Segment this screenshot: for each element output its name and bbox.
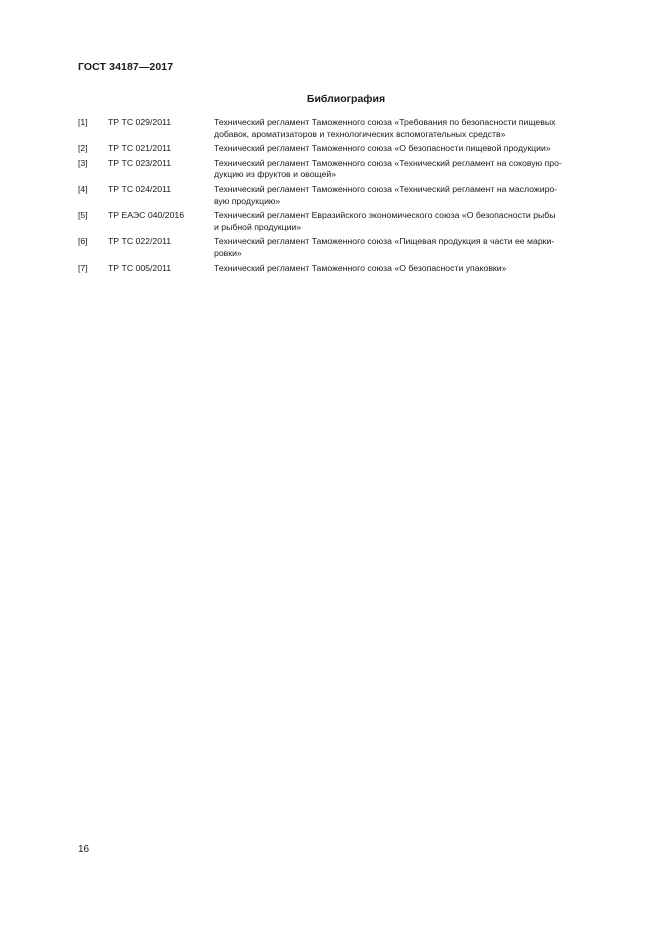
item-number: [4] — [78, 183, 88, 194]
item-text-line: Технический регламент Таможенного союза «Требования по безопасности пищевых — [214, 117, 556, 127]
bibliography-item — [78, 263, 616, 275]
item-text-line: Технический регламент Таможенного союза «О безопасности упаковки» — [214, 262, 507, 273]
bibliography-item — [78, 184, 616, 207]
item-code: ТР ЕАЭС 040/2016 — [108, 210, 185, 221]
item-text-line: Технический регламент Таможенного союза «О безопасности пищевой продукции» — [214, 143, 551, 154]
item-text — [214, 143, 616, 155]
item-code: ТР ТС 021/2011 — [108, 143, 172, 154]
document-code: ГОСТ 34187—2017 — [78, 61, 174, 73]
item-text — [214, 158, 616, 181]
item-text-line: Технический регламент Евразийского экономического союза «О безопасности рыбы — [214, 210, 556, 221]
item-number: [1] — [78, 117, 88, 127]
item-code: ТР ТС 029/2011 — [108, 117, 172, 127]
item-text — [214, 117, 616, 140]
item-text-line: Технический регламент Таможенного союза «Пищевая продукция в части ее марки- — [214, 236, 555, 247]
item-text-line: и рыбной продукции» — [214, 221, 302, 232]
bibliography-item — [78, 236, 616, 259]
item-number: [2] — [78, 143, 88, 154]
bibliography-list — [78, 117, 616, 277]
item-text — [214, 184, 616, 207]
item-text-line: Технический регламент Таможенного союза «Технический регламент на масложиро- — [214, 183, 558, 194]
item-text-line: ровки» — [214, 247, 242, 258]
item-text-line: дукцию из фруктов и овощей» — [214, 169, 337, 180]
item-code: ТР ТС 023/2011 — [108, 157, 172, 168]
item-text — [214, 210, 616, 233]
bibliography-item — [78, 158, 616, 181]
item-number: [5] — [78, 210, 88, 221]
item-text — [214, 263, 616, 275]
item-code: ТР ТС 022/2011 — [108, 236, 172, 247]
item-code: ТР ТС 024/2011 — [108, 183, 172, 194]
bibliography-item — [78, 210, 616, 233]
item-code: ТР ТС 005/2011 — [108, 262, 172, 273]
item-number: [7] — [78, 262, 88, 273]
item-text-line: вую продукцию» — [214, 195, 281, 206]
section-title: Библиография — [306, 93, 386, 105]
item-text-line: Технический регламент Таможенного союза «Технический регламент на соковую про- — [214, 157, 562, 168]
item-number: [3] — [78, 157, 88, 168]
page-number: 16 — [78, 844, 90, 855]
item-text-line: добавок, ароматизаторов и технологических вспомогательных средств» — [214, 128, 506, 139]
item-number: [6] — [78, 236, 88, 247]
item-text — [214, 236, 616, 259]
bibliography-item — [78, 143, 616, 155]
bibliography-item — [78, 117, 616, 140]
